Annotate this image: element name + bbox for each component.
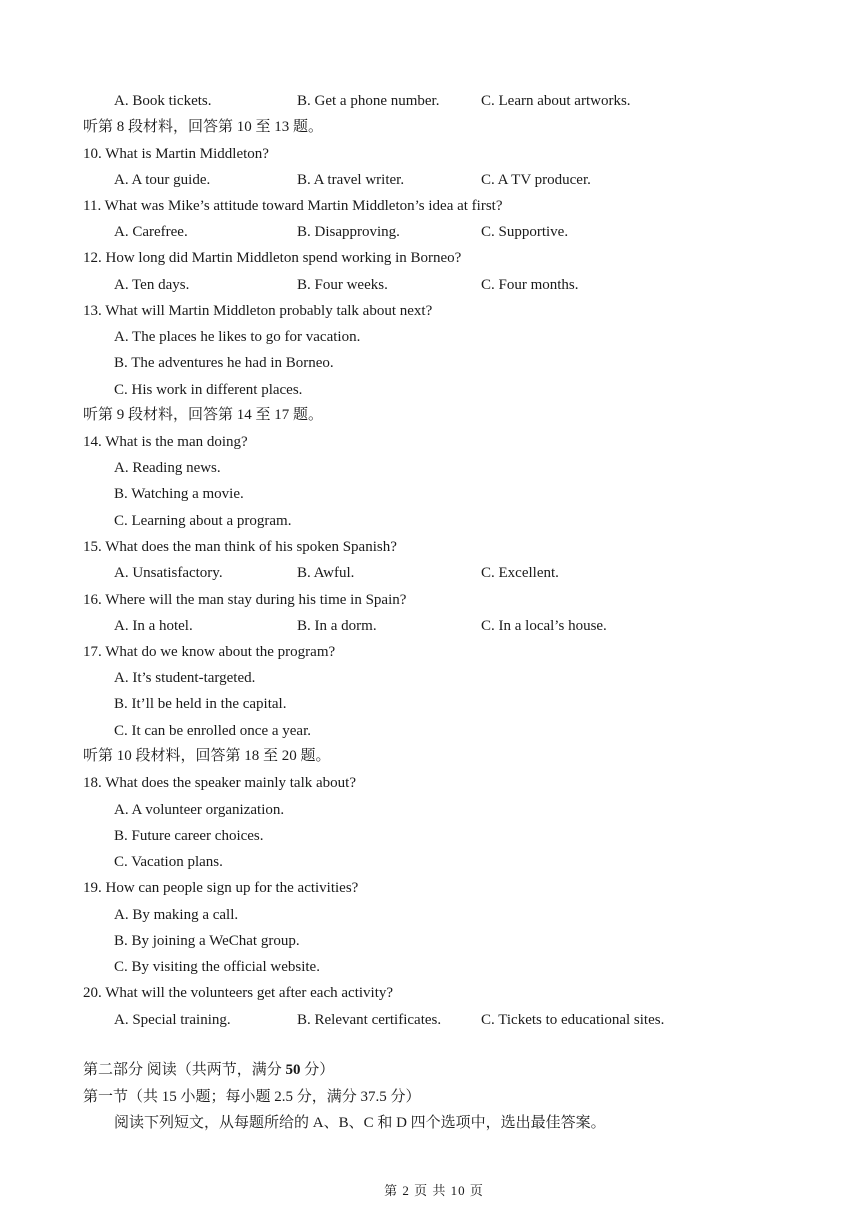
q16-option-b: B. In a dorm. [297, 618, 377, 634]
question-19: 19. How can people sign up for the activities? [83, 880, 359, 896]
option-c: C. Learn about artworks. [481, 93, 631, 109]
q16-option-a: A. In a hotel. [114, 618, 193, 634]
q15-option-b: B. Awful. [297, 565, 355, 581]
q20-option-b: B. Relevant certificates. [297, 1012, 442, 1028]
q18-option-a: A. A volunteer organization. [114, 802, 285, 818]
option-b: B. Get a phone number. [297, 93, 440, 109]
q10-option-c: C. A TV producer. [481, 172, 591, 188]
part-2-total-score: 50 [285, 1062, 301, 1078]
question-10: 10. What is Martin Middleton? [83, 146, 269, 162]
q15-option-c: C. Excellent. [481, 565, 559, 581]
segment-8-instruction: 听第 8 段材料，回答第 10 至 13 题。 [83, 119, 324, 135]
q19-option-a: A. By making a call. [114, 907, 239, 923]
question-13: 13. What will Martin Middleton probably talk about next? [83, 303, 433, 319]
segment-9-instruction: 听第 9 段材料，回答第 14 至 17 题。 [83, 407, 324, 423]
q11-option-b: B. Disapproving. [297, 224, 400, 240]
q18-option-b: B. Future career choices. [114, 828, 264, 844]
q13-option-c: C. His work in different places. [114, 382, 303, 398]
reading-instruction: 阅读下列短文，从每题所给的 A、B、C 和 D 四个选项中，选出最佳答案。 [114, 1115, 606, 1131]
question-11: 11. What was Mike’s attitude toward Martin Middleton’s idea at first? [83, 198, 503, 214]
q16-option-c: C. In a local’s house. [481, 618, 607, 634]
q13-option-a: A. The places he likes to go for vacation. [114, 329, 361, 345]
page-footer: 第 2 页 共 10 页 [384, 1183, 484, 1198]
q11-option-a: A. Carefree. [114, 224, 188, 240]
question-18: 18. What does the speaker mainly talk about? [83, 775, 356, 791]
q20-option-a: A. Special training. [114, 1012, 231, 1028]
question-15: 15. What does the man think of his spoken Spanish? [83, 539, 397, 555]
q17-option-a: A. It’s student-targeted. [114, 670, 256, 686]
question-20: 20. What will the volunteers get after each activity? [83, 985, 394, 1001]
q14-option-b: B. Watching a movie. [114, 486, 244, 502]
q12-option-a: A. Ten days. [114, 277, 190, 293]
question-17: 17. What do we know about the program? [83, 644, 336, 660]
q17-option-c: C. It can be enrolled once a year. [114, 723, 311, 739]
q18-option-c: C. Vacation plans. [114, 854, 223, 870]
q12-option-b: B. Four weeks. [297, 277, 388, 293]
q11-option-c: C. Supportive. [481, 224, 569, 240]
q13-option-b: B. The adventures he had in Borneo. [114, 355, 334, 371]
q19-option-b: B. By joining a WeChat group. [114, 933, 300, 949]
q17-option-b: B. It’ll be held in the capital. [114, 696, 287, 712]
question-16: 16. Where will the man stay during his time in Spain? [83, 592, 407, 608]
q14-option-a: A. Reading news. [114, 460, 221, 476]
q14-option-c: C. Learning about a program. [114, 513, 292, 529]
option-a: A. Book tickets. [114, 93, 212, 109]
question-12: 12. How long did Martin Middleton spend working in Borneo? [83, 250, 462, 266]
q19-option-c: C. By visiting the official website. [114, 959, 320, 975]
q15-option-a: A. Unsatisfactory. [114, 565, 223, 581]
q10-option-a: A. A tour guide. [114, 172, 211, 188]
q10-option-b: B. A travel writer. [297, 172, 405, 188]
part-2-heading-prefix: 第二部分 阅读（共两节，满分 [83, 1062, 286, 1078]
question-14: 14. What is the man doing? [83, 434, 248, 450]
section-1-heading: 第一节（共 15 小题；每小题 2.5 分，满分 37.5 分） [83, 1089, 421, 1105]
part-2-heading [83, 1061, 334, 1079]
segment-10-instruction: 听第 10 段材料，回答第 18 至 20 题。 [83, 748, 331, 764]
part-2-heading-suffix: 分） [300, 1062, 335, 1078]
q12-option-c: C. Four months. [481, 277, 579, 293]
q20-option-c: C. Tickets to educational sites. [481, 1012, 665, 1028]
